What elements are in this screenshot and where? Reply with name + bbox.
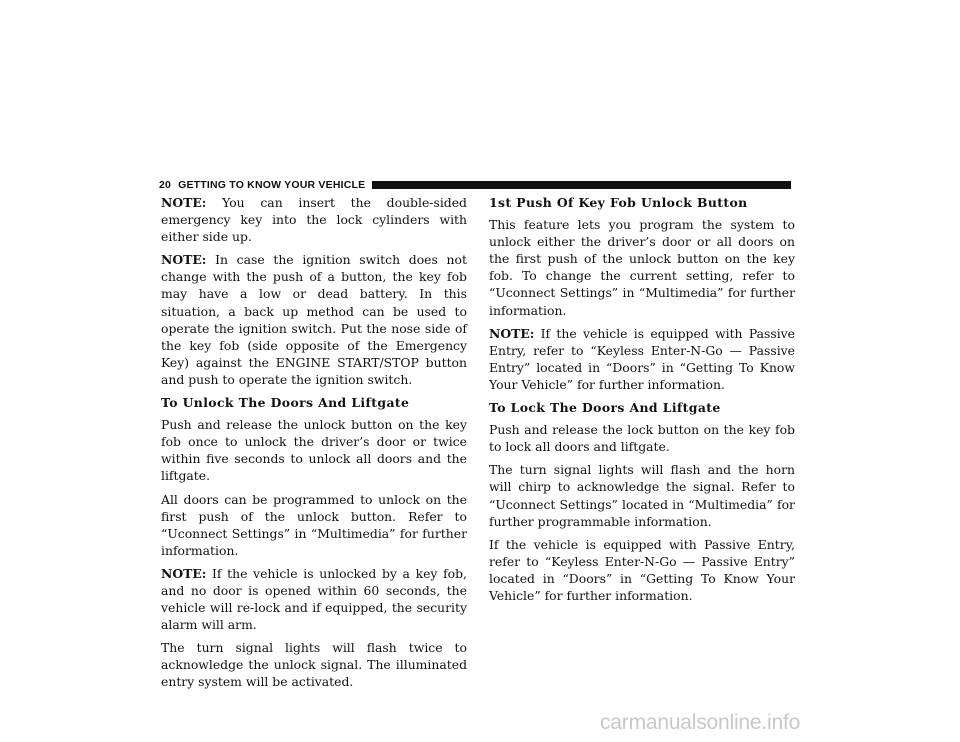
paragraph-lock-steps: Push and release the lock button on the key fob to lock all doors and liftgate. (489, 422, 795, 455)
page-header (159, 178, 791, 192)
note-label: NOTE: (161, 252, 207, 268)
note-label: NOTE: (161, 565, 207, 581)
note-label: NOTE: (161, 195, 207, 210)
paragraph-passive-entry: If the vehicle is equipped with Passive Entry, refer to “Keyless Enter-N-Go — Passive Entry” located in “Doors” in “Getting To Know Your Vehicle” for further information. (489, 536, 795, 603)
right-column (489, 194, 795, 610)
note-ignition-switch (161, 251, 467, 388)
note-emergency-key (161, 194, 467, 245)
page-number: 20 (159, 179, 172, 191)
paragraph-unlock-steps: Push and release the unlock button on the key fob once to unlock the driver’s door or twice within five seconds to unlock all doors and the liftgate. (161, 417, 467, 484)
note-label: NOTE: (489, 325, 535, 341)
heading-first-push: 1st Push Of Key Fob Unlock Button (489, 195, 748, 210)
paragraph-first-push: This feature lets you program the system to unlock either the driver’s door or all doors on the first push of the unlock button on the key fob. To change the current setting, refer to “Uconnect Settings” in “Multimedia” for further information. (489, 217, 795, 318)
note-text: If the vehicle is equipped with Passive Entry, refer to “Keyless Enter-N-Go — Passive Entry” located in “Doors” in “Getting To Know Your Vehicle” for further information. (489, 325, 795, 392)
note-text: In case the ignition switch does not change with the push of a button, the key fob may have a low or dead battery. In this situation, a back up method can be used to operate the ignition switch. Put the nose side of the key fob (side opposite of the Emergency Key) against the ENGINE START/STOP button and push to operate the ignition switch. (161, 252, 467, 387)
section-title: GETTING TO KNOW YOUR VEHICLE (178, 179, 366, 191)
heading-unlock-doors: To Unlock The Doors And Liftgate (161, 395, 410, 411)
header-rule (372, 181, 791, 189)
left-column (161, 194, 467, 697)
paragraph-turn-signal-unlock: The turn signal lights will flash twice to acknowledge the unlock signal. The illuminated entry system will be activated. (161, 640, 467, 690)
note-text: You can insert the double-sided emergency key into the lock cylinders with either side up. (161, 195, 467, 245)
note-relock (161, 565, 467, 633)
paragraph-unlock-programming: All doors can be programmed to unlock on the first push of the unlock button. Refer to “Uconnect Settings” in “Multimedia” for further information. (161, 491, 467, 558)
paragraph-turn-signal-lock: The turn signal lights will flash and the horn will chirp to acknowledge the signal. Refer to “Uconnect Settings” located in “Multimedia” for further programmable information. (489, 462, 795, 529)
note-text: If the vehicle is unlocked by a key fob, and no door is opened within 60 seconds, the vehicle will re-lock and if equipped, the security alarm will arm. (161, 565, 467, 633)
note-passive-entry (489, 325, 795, 393)
heading-lock-doors: To Lock The Doors And Liftgate (489, 400, 721, 416)
watermark-text: carmanualsonline.info (600, 711, 801, 734)
